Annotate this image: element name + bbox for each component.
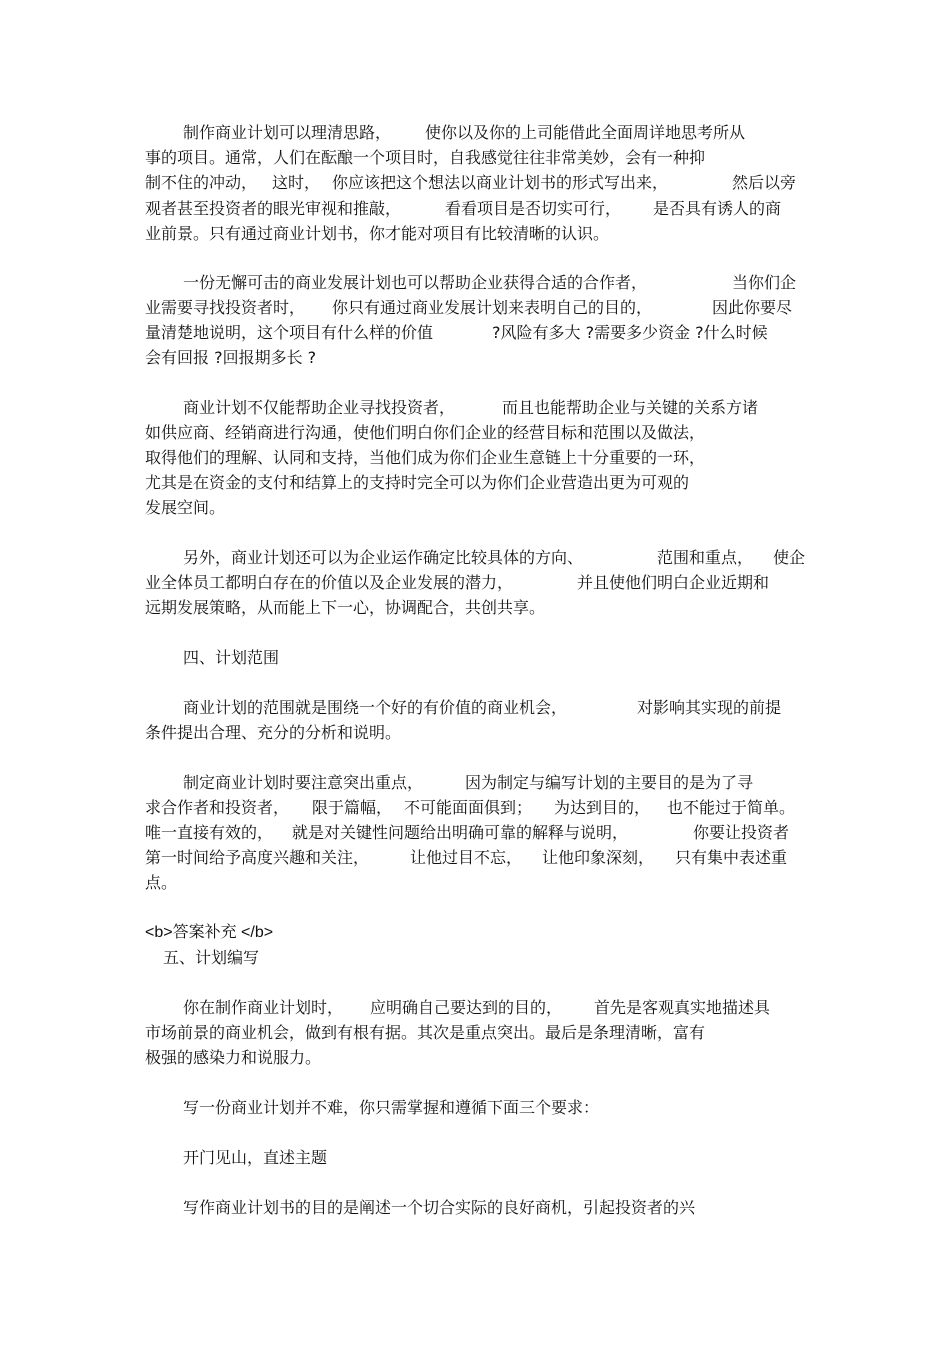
- text-line: [0, 570, 950, 596]
- text-segment: <b>答案补充 </b>: [145, 924, 274, 941]
- text-segment: 因为制定与编写计划的主要目的是为了寻: [465, 773, 754, 792]
- text-segment: 量清楚地说明，这个项目有什么样的价值: [145, 323, 434, 342]
- text-segment: 只有集中表述重: [675, 848, 788, 867]
- text-line: [0, 945, 950, 971]
- text-line: [0, 445, 950, 471]
- text-line: [0, 995, 950, 1021]
- text-segment: 应明确自己要达到的目的，: [370, 998, 563, 1017]
- text-segment: 就是对关键性问题给出明确可靠的解释与说明，: [292, 823, 629, 842]
- text-line: [0, 1045, 950, 1071]
- text-segment: 使你以及你的上司能借此全面周详地思考所从: [425, 123, 746, 142]
- text-line: [0, 120, 950, 146]
- text-segment: 也不能过于简单。: [667, 798, 796, 817]
- text-segment: 业需要寻找投资者时，: [145, 298, 306, 317]
- text-segment: 不可能面面俱到；: [404, 798, 533, 817]
- text-segment: 你在制作商业计划时，: [183, 998, 344, 1017]
- text-segment: 对影响其实现的前提: [637, 698, 782, 717]
- text-segment: 开门见山，直述主题: [183, 1148, 328, 1167]
- text-segment: 另外，商业计划还可以为企业运作确定比较具体的方向、: [183, 548, 584, 567]
- text-segment: 是否具有诱人的商: [653, 199, 782, 218]
- text-segment: 发展空间。: [145, 498, 226, 517]
- text-segment: 让他印象深刻，: [542, 848, 655, 867]
- text-line: [0, 420, 950, 446]
- text-segment: 首先是客观真实地描述具: [594, 998, 771, 1017]
- text-segment: 商业计划的范围就是围绕一个好的有价值的商业机会，: [183, 698, 568, 717]
- text-segment: 写一份商业计划并不难，你只需掌握和遵循下面三个要求：: [183, 1098, 600, 1117]
- text-segment: 你只有通过商业发展计划来表明自己的目的，: [332, 298, 653, 317]
- text-line: [0, 720, 950, 746]
- text-line: [0, 645, 950, 671]
- text-segment: 你要让投资者: [693, 823, 790, 842]
- text-segment: 限于篇幅，: [312, 798, 393, 817]
- text-line: [0, 695, 950, 721]
- text-line: [0, 270, 950, 296]
- text-segment: 业全体员工都明白存在的价值以及企业发展的潜力，: [145, 573, 514, 592]
- text-line: [0, 920, 950, 946]
- text-segment: 为达到目的，: [554, 798, 651, 817]
- text-line: [0, 1195, 950, 1221]
- text-segment: 然后以旁: [732, 173, 797, 192]
- text-segment: 远期发展策略，从而能上下一心，协调配合，共创共享。: [145, 598, 546, 617]
- text-line: [0, 495, 950, 521]
- text-segment: 会有回报 ?回报期多长 ?: [145, 348, 317, 367]
- text-line: [0, 770, 950, 796]
- text-segment: 极强的感染力和说服力。: [145, 1048, 322, 1067]
- text-segment: 事的项目。通常，人们在酝酿一个项目时，自我感觉往往非常美妙，会有一种抑: [145, 148, 706, 167]
- text-line: [0, 820, 950, 846]
- text-segment: ?风险有多大 ?需要多少资金 ?什么时候: [492, 323, 768, 342]
- text-segment: 唯一直接有效的，: [145, 823, 274, 842]
- text-segment: 取得他们的理解、认同和支持，当他们成为你们企业生意链上十分重要的一环，: [145, 448, 706, 467]
- text-segment: 商业计划不仅能帮助企业寻找投资者，: [183, 398, 456, 417]
- text-line: [0, 1145, 950, 1171]
- text-line: [0, 395, 950, 421]
- text-segment: 制不住的冲动，: [145, 173, 258, 192]
- text-line: [0, 1095, 950, 1121]
- text-segment: 范围和重点，: [657, 548, 754, 567]
- text-segment: 一份无懈可击的商业发展计划也可以帮助企业获得合适的合作者，: [183, 273, 648, 292]
- text-segment: 使企: [773, 548, 806, 567]
- text-segment: 这时，: [272, 173, 321, 192]
- text-line: [0, 196, 950, 222]
- text-segment: 如供应商、经销商进行沟通，使他们明白你们企业的经营目标和范围以及做法，: [145, 423, 706, 442]
- text-segment: 写作商业计划书的目的是阐述一个切合实际的良好商机，引起投资者的兴: [183, 1198, 696, 1217]
- text-segment: 并且使他们明白企业近期和: [577, 573, 770, 592]
- text-segment: 第一时间给予高度兴趣和关注，: [145, 848, 370, 867]
- text-line: [0, 345, 950, 371]
- text-line: [0, 870, 950, 896]
- text-segment: 观者甚至投资者的眼光审视和推敲，: [145, 199, 402, 218]
- text-segment: 尤其是在资金的支付和结算上的支持时完全可以为你们企业营造出更为可观的: [145, 473, 690, 492]
- text-line: [0, 470, 950, 496]
- text-line: [0, 145, 950, 171]
- text-line: [0, 221, 950, 247]
- text-line: [0, 545, 950, 571]
- text-segment: 制定商业计划时要注意突出重点，: [183, 773, 424, 792]
- text-line: [0, 170, 950, 196]
- text-segment: 看看项目是否切实可行，: [445, 199, 622, 218]
- text-segment: 四、计划范围: [183, 648, 280, 667]
- text-line: [0, 845, 950, 871]
- text-line: [0, 1020, 950, 1046]
- text-segment: 制作商业计划可以理清思路，: [183, 123, 392, 142]
- text-line: [0, 795, 950, 821]
- text-segment: 条件提出合理、充分的分析和说明。: [145, 723, 402, 742]
- text-segment: 点。: [145, 873, 178, 892]
- text-line: [0, 295, 950, 321]
- text-segment: 求合作者和投资者，: [145, 798, 290, 817]
- text-segment: 市场前景的商业机会，做到有根有据。其次是重点突出。最后是条理清晰，富有: [145, 1023, 706, 1042]
- text-segment: 当你们企: [732, 273, 797, 292]
- text-segment: 让他过目不忘，: [410, 848, 523, 867]
- text-line: [0, 320, 950, 346]
- text-segment: 五、计划编写: [163, 948, 260, 967]
- text-segment: 你应该把这个想法以商业计划书的形式写出来，: [332, 173, 669, 192]
- text-segment: 业前景。只有通过商业计划书，你才能对项目有比较清晰的认识。: [145, 224, 610, 243]
- text-segment: 因此你要尽: [712, 298, 793, 317]
- text-segment: 而且也能帮助企业与关键的关系方诸: [502, 398, 759, 417]
- text-line: [0, 595, 950, 621]
